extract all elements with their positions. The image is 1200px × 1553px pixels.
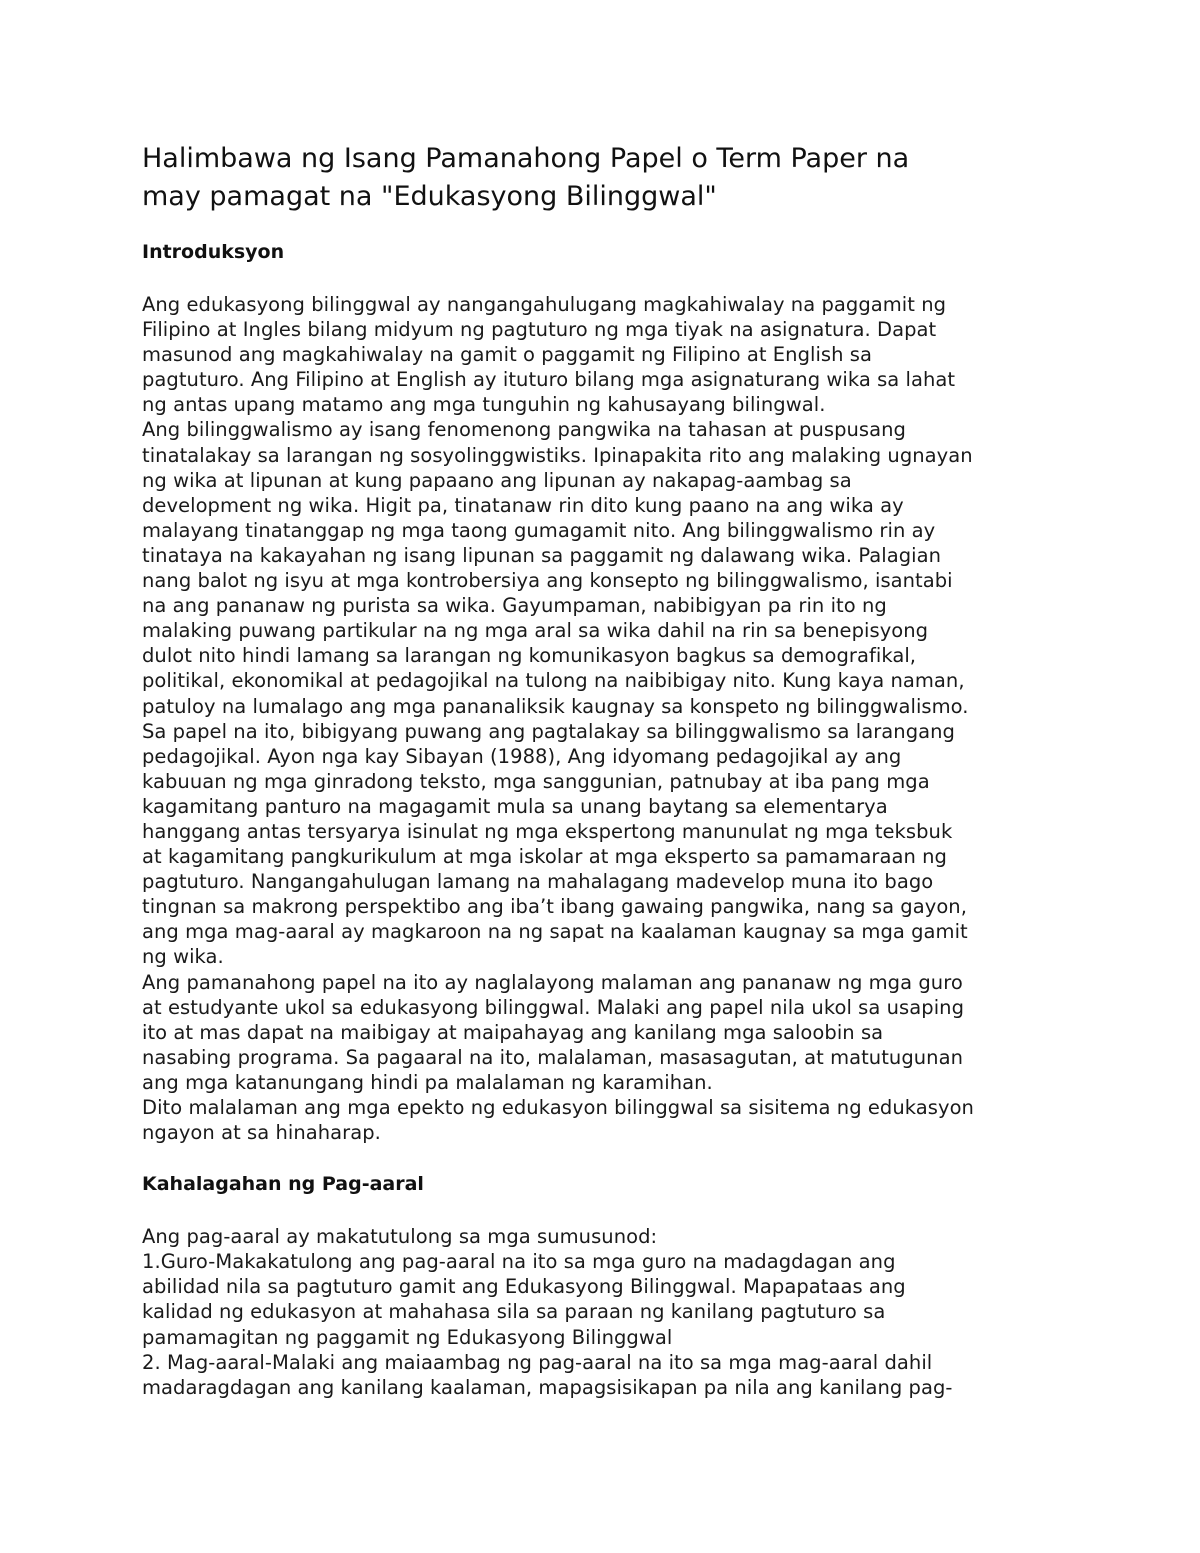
text-line: Sa papel na ito, bibigyang puwang ang pagtalakay sa bilinggwalismo sa larangang [142, 719, 955, 743]
text-line: ngayon at sa hinaharap. [142, 1121, 381, 1145]
list-item-mag-aaral [142, 1350, 1067, 1400]
text-line: 1.Guro-Makakatulong ang pag-aaral na ito sa mga guro na madagdagan ang [142, 1250, 896, 1274]
text-line: kabuuan ng mga ginradong teksto, mga sanggunian, patnubay at iba pang mga [142, 769, 930, 793]
paragraph [142, 1095, 1067, 1145]
text-line: pagtuturo. Ang Filipino at English ay ituturo bilang mga asignaturang wika sa lahat [142, 368, 956, 392]
title-line: Halimbawa ng Isang Pamanahong Papel o Term Paper na [142, 143, 910, 174]
text-line: masunod ang magkahiwalay na gamit o paggamit ng Filipino at English sa [142, 343, 873, 367]
text-line: malaking puwang partikular na ng mga aral sa wika dahil na rin sa benepisyong [142, 619, 929, 643]
text-line: abilidad nila sa pagtuturo gamit ang Edukasyong Bilinggwal. Mapapataas ang [142, 1275, 906, 1299]
paragraph [142, 292, 1067, 417]
text-line: ng antas upang matamo ang mga tunguhin ng kahusayang bilingwal. [142, 393, 826, 417]
text-line: nang balot ng isyu at mga kontrobersiya ang konsepto ng bilinggwalismo, isantabi [142, 569, 953, 593]
text-line: Ang pag-aaral ay makatutulong sa mga sumusunod: [142, 1225, 658, 1249]
text-line: at estudyante ukol sa edukasyong bilinggwal. Malaki ang papel nila ukol sa usaping [142, 995, 964, 1019]
text-line: malayang tinatanggap ng mga taong gumagamit nito. Ang bilinggwalismo rin ay [142, 518, 936, 542]
text-line: Ang edukasyong bilinggwal ay nangangahulugang magkahiwalay na paggamit ng [142, 293, 947, 316]
text-line: tinatalakay sa larangan ng sosyolinggwistiks. Ipinapakita rito ang malaking ugnayan [142, 443, 973, 467]
paragraph [142, 417, 1067, 969]
text-line: ito at mas dapat na maibigay at maipahayag ang kanilang mga saloobin sa [142, 1020, 884, 1044]
section-heading-kahalagahan: Kahalagahan ng Pag-aaral [142, 1173, 424, 1196]
text-line: tingnan sa makrong perspektibo ang iba’t ibang gawaing pangwika, nang sa gayon, [142, 895, 967, 919]
text-line: ng wika. [142, 945, 224, 969]
text-line: Ang bilinggwalismo ay isang fenomenong pangwika na tahasan at puspusang [142, 418, 906, 442]
text-line: pamamagitan ng paggamit ng Edukasyong Bilinggwal [142, 1325, 673, 1349]
document-title [142, 140, 1067, 216]
title-line: may pamagat na "Edukasyong Bilinggwal" [142, 181, 717, 212]
section-heading-introduksyon: Introduksyon [142, 241, 285, 263]
text-line: ng wika at lipunan at kung papaano ang lipunan ay nakapag-aambag sa [142, 468, 852, 492]
text-line: Dito malalaman ang mga epekto ng edukasyon bilinggwal sa sisitema ng edukasyon [142, 1096, 974, 1119]
text-line: pedagojikal. Ayon nga kay Sibayan (1988), Ang idyomang pedagojikal ay ang [142, 744, 902, 768]
text-line: na ang pananaw ng purista sa wika. Gayumpaman, nabibigyan pa rin ito ng [142, 594, 887, 618]
text-line: development ng wika. Higit pa, tinatanaw rin dito kung paano na ang wika ay [142, 493, 904, 517]
text-line: Filipino at Ingles bilang midyum ng pagtuturo ng mga tiyak na asignatura. Dapat [142, 318, 937, 342]
text-line: ang mga mag-aaral ay magkaroon na ng sapat na kaalaman kaugnay sa mga gamit [142, 920, 968, 944]
paragraph [142, 970, 1067, 1095]
text-line: politikal, ekonomikal at pedagojikal na tulong na naibibigay nito. Kung kaya naman, [142, 669, 965, 693]
text-line: kagamitang panturo na magagamit mula sa unang baytang sa elementarya [142, 794, 888, 818]
paragraph [142, 1224, 1067, 1249]
text-line: ang mga katanungang hindi pa malalaman ng karamihan. [142, 1070, 713, 1094]
text-line: kalidad ng edukasyon at mahahasa sila sa paraan ng kanilang pagtuturo sa [142, 1300, 886, 1324]
document-body [142, 140, 1067, 1400]
text-line: 2. Mag-aaral-Malaki ang maiaambag ng pag-aaral na ito sa mga mag-aaral dahil [142, 1350, 933, 1374]
text-line: patuloy na lumalago ang mga pananaliksik kaugnay sa konspeto ng bilinggwalismo. [142, 694, 969, 718]
text-line: tinataya na kakayahan ng isang lipunan sa paggamit ng dalawang wika. Palagian [142, 543, 942, 567]
text-line: dulot nito hindi lamang sa larangan ng komunikasyon bagkus sa demografikal, [142, 644, 917, 668]
list-item-guro [142, 1249, 1067, 1349]
text-line: madaragdagan ang kanilang kaalaman, mapagsisikapan pa nila ang kanilang pag- [142, 1375, 953, 1399]
text-line: at kagamitang pangkurikulum at mga iskolar at mga eksperto sa pamamaraan ng [142, 845, 947, 869]
text-line: pagtuturo. Nangangahulugan lamang na mahalagang madevelop muna ito bago [142, 870, 934, 894]
text-line: hanggang antas tersyarya isinulat ng mga ekspertong manunulat ng mga teksbuk [142, 819, 953, 843]
text-line: nasabing programa. Sa pagaaral na ito, malalaman, masasagutan, at matutugunan [142, 1045, 963, 1069]
text-line: Ang pamanahong papel na ito ay naglalayong malaman ang pananaw ng mga guro [142, 970, 963, 994]
